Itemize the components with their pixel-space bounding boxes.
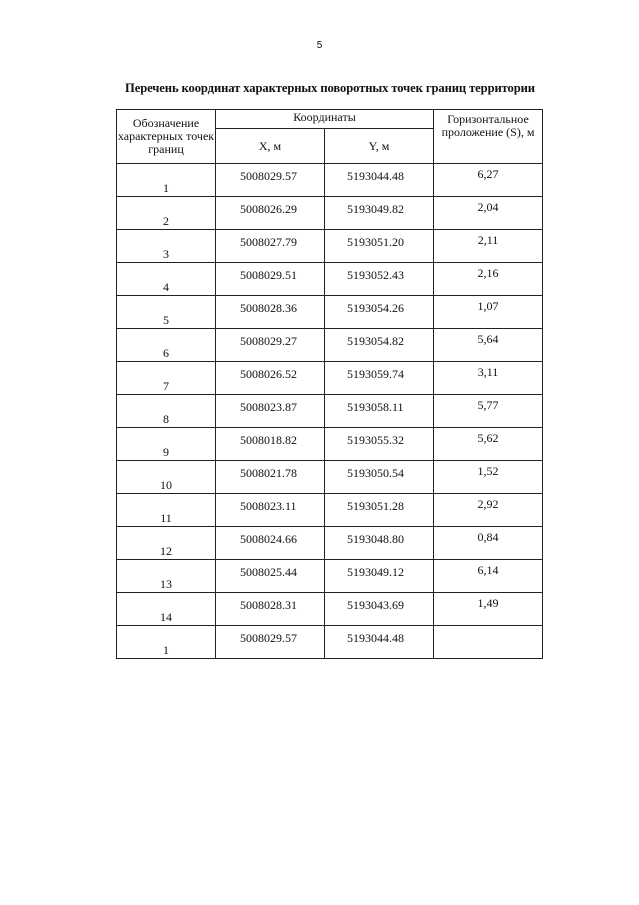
point-cell: 3 — [117, 230, 216, 263]
horizontal-distance-cell: 6,14 — [434, 560, 543, 593]
x-coordinate-cell: 5008029.57 — [216, 164, 325, 197]
table-body — [117, 164, 543, 659]
document-title: Перечень координат характерных поворотных точек границ территории — [125, 81, 535, 95]
point-cell: 4 — [117, 263, 216, 296]
table-row — [117, 395, 543, 428]
x-coordinate-cell: 5008028.31 — [216, 593, 325, 626]
x-coordinate-cell: 5008026.52 — [216, 362, 325, 395]
x-coordinate-cell: 5008027.79 — [216, 230, 325, 263]
table-row — [117, 197, 543, 230]
point-cell: 7 — [117, 362, 216, 395]
table-row — [117, 230, 543, 263]
y-coordinate-cell: 5193050.54 — [325, 461, 434, 494]
table-row — [117, 362, 543, 395]
table-row — [117, 527, 543, 560]
x-coordinate-cell: 5008023.11 — [216, 494, 325, 527]
header-horizontal-distance: Горизонтальное проложение (S), м — [434, 110, 543, 164]
point-cell: 13 — [117, 560, 216, 593]
horizontal-distance-cell: 5,64 — [434, 329, 543, 362]
y-coordinate-cell: 5193044.48 — [325, 626, 434, 659]
header-coordinates: Координаты — [216, 110, 434, 129]
x-coordinate-cell: 5008029.57 — [216, 626, 325, 659]
x-coordinate-cell: 5008023.87 — [216, 395, 325, 428]
horizontal-distance-cell: 2,16 — [434, 263, 543, 296]
table-row — [117, 164, 543, 197]
table-row — [117, 428, 543, 461]
y-coordinate-cell: 5193048.80 — [325, 527, 434, 560]
y-coordinate-cell: 5193044.48 — [325, 164, 434, 197]
y-coordinate-cell: 5193055.32 — [325, 428, 434, 461]
y-coordinate-cell: 5193058.11 — [325, 395, 434, 428]
y-coordinate-cell: 5193059.74 — [325, 362, 434, 395]
table-row — [117, 296, 543, 329]
header-point-designation: Обозначение характерных точек границ — [117, 110, 216, 164]
point-cell: 2 — [117, 197, 216, 230]
x-coordinate-cell: 5008021.78 — [216, 461, 325, 494]
y-coordinate-cell: 5193051.28 — [325, 494, 434, 527]
horizontal-distance-cell: 2,04 — [434, 197, 543, 230]
horizontal-distance-cell: 6,27 — [434, 164, 543, 197]
y-coordinate-cell: 5193043.69 — [325, 593, 434, 626]
y-coordinate-cell: 5193049.82 — [325, 197, 434, 230]
page-number: 5 — [316, 40, 323, 51]
table-header — [117, 110, 543, 164]
horizontal-distance-cell: 2,92 — [434, 494, 543, 527]
y-coordinate-cell: 5193054.26 — [325, 296, 434, 329]
point-cell: 6 — [117, 329, 216, 362]
coordinates-table — [116, 109, 543, 659]
x-coordinate-cell: 5008018.82 — [216, 428, 325, 461]
table-row — [117, 263, 543, 296]
horizontal-distance-cell: 3,11 — [434, 362, 543, 395]
header-x: X, м — [216, 129, 325, 164]
y-coordinate-cell: 5193051.20 — [325, 230, 434, 263]
x-coordinate-cell: 5008029.27 — [216, 329, 325, 362]
header-y: Y, м — [325, 129, 434, 164]
point-cell: 5 — [117, 296, 216, 329]
y-coordinate-cell: 5193049.12 — [325, 560, 434, 593]
horizontal-distance-cell: 5,77 — [434, 395, 543, 428]
point-cell: 11 — [117, 494, 216, 527]
y-coordinate-cell: 5193054.82 — [325, 329, 434, 362]
table-row — [117, 494, 543, 527]
point-cell: 1 — [117, 164, 216, 197]
point-cell: 9 — [117, 428, 216, 461]
horizontal-distance-cell — [434, 626, 543, 659]
horizontal-distance-cell: 1,07 — [434, 296, 543, 329]
x-coordinate-cell: 5008026.29 — [216, 197, 325, 230]
x-coordinate-cell: 5008029.51 — [216, 263, 325, 296]
point-cell: 10 — [117, 461, 216, 494]
x-coordinate-cell: 5008025.44 — [216, 560, 325, 593]
x-coordinate-cell: 5008024.66 — [216, 527, 325, 560]
point-cell: 14 — [117, 593, 216, 626]
horizontal-distance-cell: 5,62 — [434, 428, 543, 461]
table-row — [117, 560, 543, 593]
horizontal-distance-cell: 1,49 — [434, 593, 543, 626]
x-coordinate-cell: 5008028.36 — [216, 296, 325, 329]
table-row — [117, 461, 543, 494]
horizontal-distance-cell: 0,84 — [434, 527, 543, 560]
point-cell: 8 — [117, 395, 216, 428]
horizontal-distance-cell: 1,52 — [434, 461, 543, 494]
table-row — [117, 626, 543, 659]
point-cell: 12 — [117, 527, 216, 560]
point-cell: 1 — [117, 626, 216, 659]
table-row — [117, 329, 543, 362]
horizontal-distance-cell: 2,11 — [434, 230, 543, 263]
table-row — [117, 593, 543, 626]
y-coordinate-cell: 5193052.43 — [325, 263, 434, 296]
